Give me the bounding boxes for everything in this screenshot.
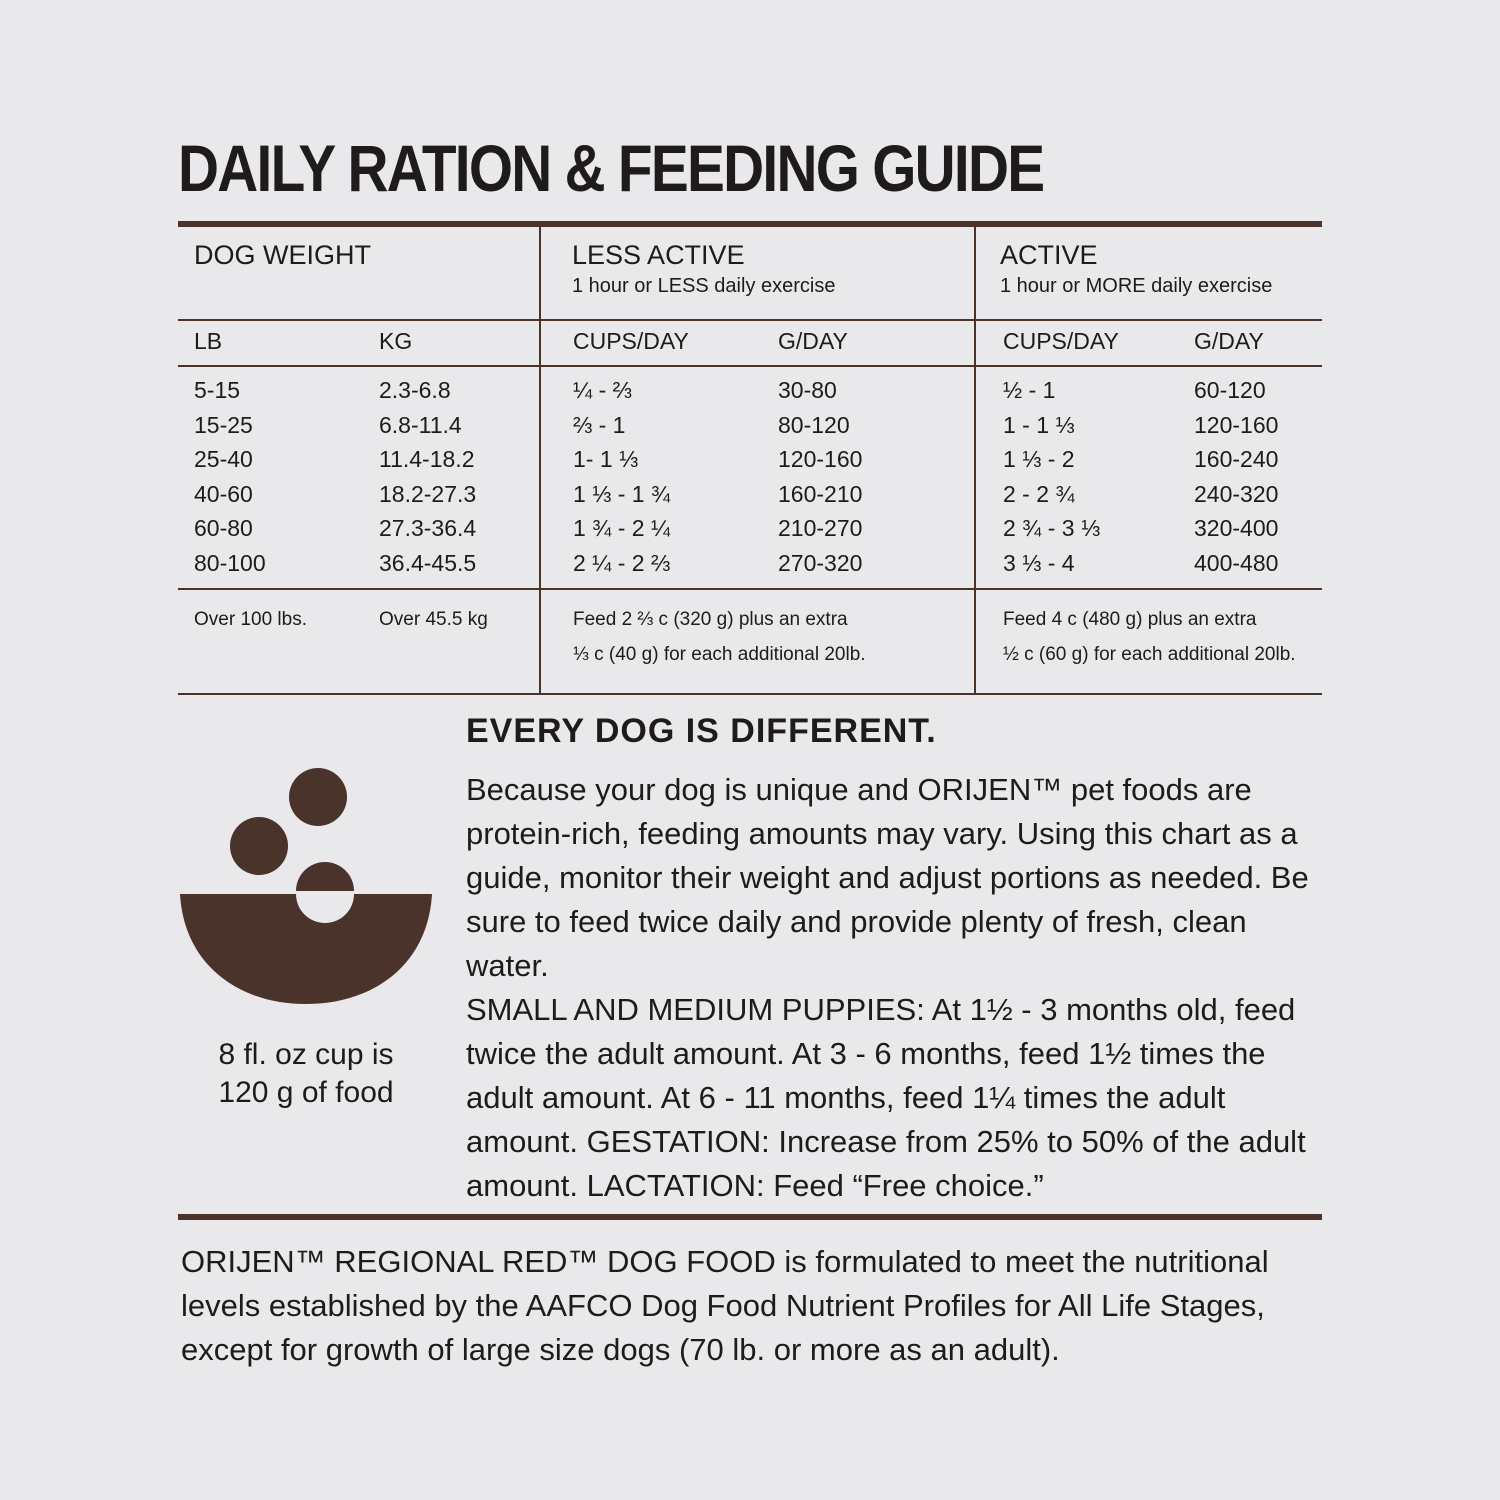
table-cell: ¼ - ⅔ bbox=[573, 377, 632, 403]
cup-caption bbox=[178, 1036, 434, 1112]
table-cell: 3 ⅓ - 4 bbox=[1003, 550, 1075, 576]
table-cell: 1 - 1 ⅓ bbox=[1003, 412, 1075, 438]
table-cell: 5-15 bbox=[194, 377, 241, 403]
table-cell: 320-400 bbox=[1194, 515, 1279, 541]
table-cell: 1- 1 ⅓ bbox=[573, 446, 639, 472]
table-cell: ½ - 1 bbox=[1003, 377, 1056, 403]
table-divider-2 bbox=[974, 227, 976, 694]
column-header-lb: LB bbox=[194, 328, 223, 354]
table-cell: 6.8-11.4 bbox=[379, 412, 462, 438]
table-cell: 120-160 bbox=[778, 446, 863, 472]
column-header-active-grams: G/DAY bbox=[1194, 328, 1264, 354]
table-cell: 80-100 bbox=[194, 550, 266, 576]
every-dog-body: Because your dog is unique and ORIJEN™ pet foods are protein-rich, feeding amounts may vary. Using this chart as a guide, monitor their weight and adjust portions as needed. Be sure to feed twice daily and provide plenty of fresh, clean water. bbox=[466, 772, 1309, 983]
table-cell: 160-240 bbox=[1194, 446, 1279, 472]
table-cell: 210-270 bbox=[778, 515, 863, 541]
table-cell: 2 ¾ - 3 ⅓ bbox=[1003, 515, 1101, 541]
table-cell: 18.2-27.3 bbox=[379, 481, 477, 507]
table-divider-1 bbox=[539, 227, 541, 694]
table-cell: 270-320 bbox=[778, 550, 863, 576]
table-cell: ⅔ - 1 bbox=[573, 412, 626, 438]
group-subheader-active: 1 hour or MORE daily exercise bbox=[1000, 275, 1273, 297]
table-cell: 1 ¾ - 2 ¼ bbox=[573, 515, 671, 541]
table-top-rule bbox=[178, 221, 1322, 227]
table-cell: 11.4-18.2 bbox=[379, 446, 475, 472]
colhead-rule bbox=[178, 365, 1322, 367]
page-title: DAILY RATION & FEEDING GUIDE bbox=[178, 131, 1044, 205]
over-limit-less-line2: ⅓ c (40 g) for each additional 20lb. bbox=[573, 644, 866, 665]
table-cell: 60-120 bbox=[1194, 377, 1266, 403]
table-cell: 40-60 bbox=[194, 481, 253, 507]
table-cell: 27.3-36.4 bbox=[379, 515, 477, 541]
body-rule bbox=[178, 588, 1322, 590]
over-limit-lb: Over 100 lbs. bbox=[194, 609, 307, 630]
table-cell: 2 - 2 ¾ bbox=[1003, 481, 1075, 507]
table-cell: 120-160 bbox=[1194, 412, 1279, 438]
group-header-less-active: LESS ACTIVE bbox=[572, 240, 745, 270]
over-limit-less-line1: Feed 2 ⅔ c (320 g) plus an extra bbox=[573, 609, 848, 630]
table-cell: 36.4-45.5 bbox=[379, 550, 477, 576]
table-cell: 240-320 bbox=[1194, 481, 1279, 507]
cup-caption-line1: 8 fl. oz cup is bbox=[218, 1038, 394, 1071]
over-limit-active-line1: Feed 4 c (480 g) plus an extra bbox=[1003, 609, 1257, 630]
bowl-with-kibble-icon bbox=[178, 760, 434, 1010]
footer-rule bbox=[178, 1214, 1322, 1220]
table-cell: 80-120 bbox=[778, 412, 850, 438]
table-cell: 2 ¼ - 2 ⅔ bbox=[573, 550, 671, 576]
table-cell: 60-80 bbox=[194, 515, 253, 541]
table-cell: 15-25 bbox=[194, 412, 253, 438]
table-cell: 400-480 bbox=[1194, 550, 1279, 576]
column-header-active-cups: CUPS/DAY bbox=[1003, 328, 1119, 354]
table-cell: 1 ⅓ - 2 bbox=[1003, 446, 1075, 472]
group-subheader-less-active: 1 hour or LESS daily exercise bbox=[572, 275, 836, 297]
cup-caption-line2: 120 g of food bbox=[218, 1076, 394, 1109]
table-bottom-rule bbox=[178, 693, 1322, 695]
column-header-kg: KG bbox=[379, 328, 413, 354]
over-limit-active-line2: ½ c (60 g) for each additional 20lb. bbox=[1003, 644, 1296, 665]
over-limit-kg: Over 45.5 kg bbox=[379, 609, 488, 630]
every-dog-text bbox=[466, 768, 1336, 1208]
group-header-active: ACTIVE bbox=[1000, 240, 1098, 270]
column-header-less-grams: G/DAY bbox=[778, 328, 848, 354]
every-dog-heading: EVERY DOG IS DIFFERENT. bbox=[466, 712, 937, 750]
table-cell: 160-210 bbox=[778, 481, 863, 507]
table-cell: 2.3-6.8 bbox=[379, 377, 451, 403]
puppies-text: SMALL AND MEDIUM PUPPIES: At 1½ - 3 months old, feed twice the adult amount. At 3 - 6 months, feed 1½ times the adult amount. At 6 - 11 months, feed 1¼ times the adult amount. GESTATION: Increase from 25% to 50% of the adult amount. LACTATION: Feed “Free choice.” bbox=[466, 992, 1306, 1203]
table-cell: 30-80 bbox=[778, 377, 837, 403]
table-cell: 25-40 bbox=[194, 446, 253, 472]
table-cell: 1 ⅓ - 1 ¾ bbox=[573, 481, 671, 507]
aafco-statement: ORIJEN™ REGIONAL RED™ DOG FOOD is formulated to meet the nutritional levels established by the AAFCO Dog Food Nutrient Profiles for All Life Stages, except for growth of large size dogs (70 lb. or more as an adult). bbox=[181, 1244, 1269, 1367]
group-header-weight: DOG WEIGHT bbox=[194, 240, 371, 270]
header-rule bbox=[178, 319, 1322, 321]
column-header-less-cups: CUPS/DAY bbox=[573, 328, 689, 354]
